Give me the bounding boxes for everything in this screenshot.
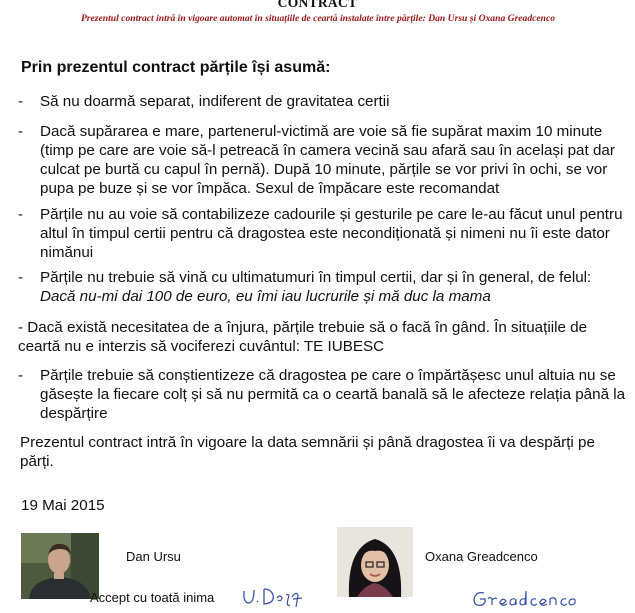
party1-signature [240, 585, 306, 611]
clause-text: Dacă supărarea e mare, partenerul-victimă are voie să fie supărat maxim 10 minute (timp pe care are voie să-l petreacă în camera vecină sau afară sau în același pat dar culcat pe burtă cu capul în pernă). După 10 minute, părțile se vor privi în ochi, se vor pupa pe buze și se vor împăca. Sexul de împăcare este recomandat [40, 123, 615, 197]
clause-text: Părțile trebuie să conștientizeze că dragostea pe care o împărtășesc unul altuia nu se găsește la fiecare colț și să nu permită ca o ceartă banală să le afecteze relația până la despărțire [40, 367, 626, 422]
clause-text: Părțile nu trebuie să vină cu ultimatumuri în timpul certii, dar și în general, de felul: [40, 269, 592, 286]
clause-5 [18, 318, 626, 356]
contract-subtitle: Prezentul contract intră în vigoare automat în situațiile de ceartă instalate între părțile: Dan Ursu și Oxana Greadcenco [80, 13, 556, 24]
clause-4 [18, 268, 626, 306]
clause-italic-quote: Dacă nu-mi dai 100 de euro, eu îmi iau lucrurile și mă duc la mama [40, 288, 491, 305]
clause-text: Părțile nu au voie să contabilizeze cadourile și gesturile pe care le-au făcut unul pentru altul în timpul certii pentru că dragostea este necondiționată și nimeni nu îi este dator nimănui [40, 206, 623, 261]
party2-photo [337, 527, 413, 597]
clause-1 [18, 92, 626, 111]
party1-photo [21, 533, 99, 599]
clause-text: - Dacă există necesitatea de a înjura, părțile trebuie să o facă în gând. În situațiile de ceartă nu e interzis să vociferezi cuvântul: TE IUBESC [18, 319, 588, 355]
clause-6 [18, 366, 626, 423]
intro-heading: Prin prezentul contract părțile își asumă: [21, 59, 331, 76]
closing-paragraph: Prezentul contract intră în vigoare la data semnării și până dragostea îi va despărți pe părți. [20, 434, 595, 470]
clause-dash: - [18, 367, 24, 384]
clause-dash: - [18, 93, 24, 110]
clause-dash: - [18, 123, 24, 140]
accept-text: Accept cu toată inima [90, 590, 215, 605]
clause-3 [18, 205, 626, 262]
clause-dash: - [18, 206, 24, 223]
party2-signature [470, 585, 582, 613]
party1-name: Dan Ursu [126, 549, 181, 564]
contract-date: 19 Mai 2015 [21, 497, 105, 514]
party2-name: Oxana Greadcenco [425, 549, 538, 564]
clause-text: Să nu doarmă separat, indiferent de gravitatea certii [40, 93, 390, 110]
clause-2 [18, 122, 626, 198]
clause-dash: - [18, 269, 24, 286]
contract-title: CONTRACT [277, 0, 358, 10]
